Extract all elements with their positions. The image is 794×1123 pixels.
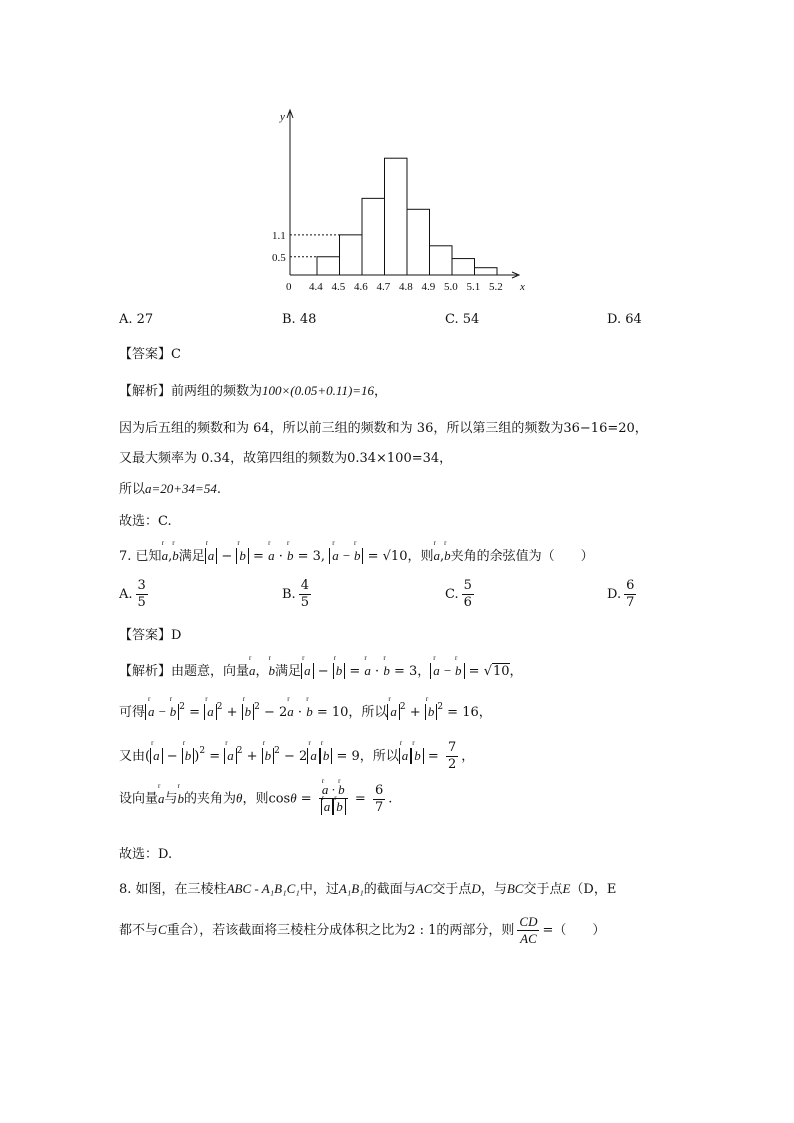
x-tick-label: 4.5 <box>331 281 346 293</box>
histogram-bar <box>475 268 498 275</box>
x-tick-label: 5.0 <box>444 281 458 293</box>
histogram-bar <box>430 246 453 275</box>
analysis-math: a=20+34=54 <box>145 481 217 496</box>
histogram-bar <box>385 158 408 275</box>
y-tick-label: 1.1 <box>272 229 286 242</box>
stem-text: 满足 <box>178 549 205 564</box>
q7-option-a: A. $\frac{3}{5}$ <box>119 578 146 610</box>
q6-option-a: A. 27 <box>119 312 154 327</box>
histogram-bar <box>452 259 475 275</box>
histogram-bar <box>407 209 430 275</box>
q6-option-d: D. 64 <box>607 312 642 327</box>
frequency-histogram <box>262 100 542 300</box>
q6-conclusion: 故选：C. <box>119 514 172 529</box>
analysis-math: 100×(0.05+0.11)=16 <box>262 383 375 398</box>
q7-analysis-line-3: 又由(r a − r b )$^2$ = r a $^2$ + r b $^2$ − 2r ar b = 9，所以r ar b = $\frac{7}{2}$ ， <box>119 740 474 773</box>
stem-text: 已知 <box>135 549 162 564</box>
stem-math: = √10 <box>367 549 408 564</box>
q7-option-c: C. $\frac{5}{6}$ <box>445 578 472 610</box>
question-number: 7. <box>119 549 132 564</box>
x-tick-label: 4.8 <box>399 281 413 293</box>
x-axis-label: x <box>520 281 525 293</box>
stem-text: 夹角的余弦值为（ ） <box>450 549 594 564</box>
y-tick-label: 0.5 <box>272 251 286 264</box>
q7-analysis-line-4: 设向量r a与r b的夹角为θ，则cosθ = r a · r b r ar b = $\frac{6}{7}$ . <box>119 782 392 816</box>
analysis-math: 36−16=20 <box>563 421 635 436</box>
y-axis-label: y <box>280 111 285 123</box>
analysis-text: 又最大频率为 0.34，故第四组的频数为 <box>119 451 348 466</box>
x-tick-label: 4.9 <box>421 281 436 293</box>
q8-stem-line-2: 都不与C重合），若该截面将三棱柱分成体积之比为2 : 1的两部分，则 $\frac{CD}{AC}$ =（ ） <box>119 914 606 946</box>
q7-option-d: D. $\frac{6}{7}$ <box>607 578 635 610</box>
answer-tag: 【答案】 <box>119 628 172 643</box>
analysis-text: 所以 <box>119 482 146 497</box>
q7-option-b: B. $\frac{4}{5}$ <box>282 578 309 610</box>
answer-tag: 【答案】 <box>119 347 172 362</box>
q6-answer <box>119 343 181 362</box>
q6-analysis-line-2: 因为后五组的频数和为 64，所以前三组的频数和为 36，所以第三组的频数为36−16=20， <box>119 421 648 436</box>
stem-math: = 3, <box>297 549 326 564</box>
analysis-math: 0.34×100=34 <box>347 451 440 466</box>
q6-analysis-line-3: 又最大频率为 0.34，故第四组的频数为0.34×100=34， <box>119 451 453 466</box>
x-tick-label: 4.7 <box>376 281 391 293</box>
q6-analysis-line-4: 所以a=20+34=54. <box>119 481 221 497</box>
histogram-bar <box>362 198 385 275</box>
q6-analysis-line-1: 【解析】前两组的频数为100×(0.05+0.11)=16， <box>119 383 388 399</box>
q7-stem: 7. 已知r a,r b满足r a − r b = r a · r b = 3, r a − r b = √10，则r a,r b夹角的余弦值为（ ） <box>119 545 594 564</box>
x-tick-label: 5.2 <box>489 281 503 293</box>
q7-analysis-line-1: 【解析】由题意，向量r a，r b满足r a − r b = r a · r b = 3，r a − r b = √10， <box>119 660 523 679</box>
answer-value: D <box>171 628 182 643</box>
x-tick-label: 4.4 <box>309 281 323 293</box>
analysis-tag: 【解析】 <box>119 384 172 399</box>
x-tick-label: 4.6 <box>354 281 368 293</box>
q7-answer <box>119 624 181 643</box>
x-tick-label: 5.1 <box>466 281 481 293</box>
q6-option-b: B. 48 <box>282 312 317 327</box>
histogram-bar <box>340 235 363 275</box>
q7-analysis-line-2: 可得r a − r b $^2$ = r a $^2$ + r b $^2$ − 2r a · r b = 10，所以r a $^2$ + r b $^2$ = 16， <box>119 701 492 720</box>
q7-conclusion: 故选：D. <box>119 847 173 862</box>
stem-text: ，则 <box>407 549 434 564</box>
origin-label: 0 <box>286 281 292 293</box>
q8-stem-line-1: 8. 如图，在三棱柱ABC - A₁B₁C₁中，过A₁B₁的截面与AC交于点D，与BC交于点E（D，E <box>119 881 617 897</box>
histogram-bar <box>317 257 340 275</box>
q6-option-c: C. 54 <box>445 312 480 327</box>
analysis-text: 前两组的频数为 <box>171 384 263 399</box>
analysis-text: 因为后五组的频数和为 64，所以前三组的频数和为 36，所以第三组的频数为 <box>119 421 564 436</box>
answer-value: C <box>171 347 181 362</box>
